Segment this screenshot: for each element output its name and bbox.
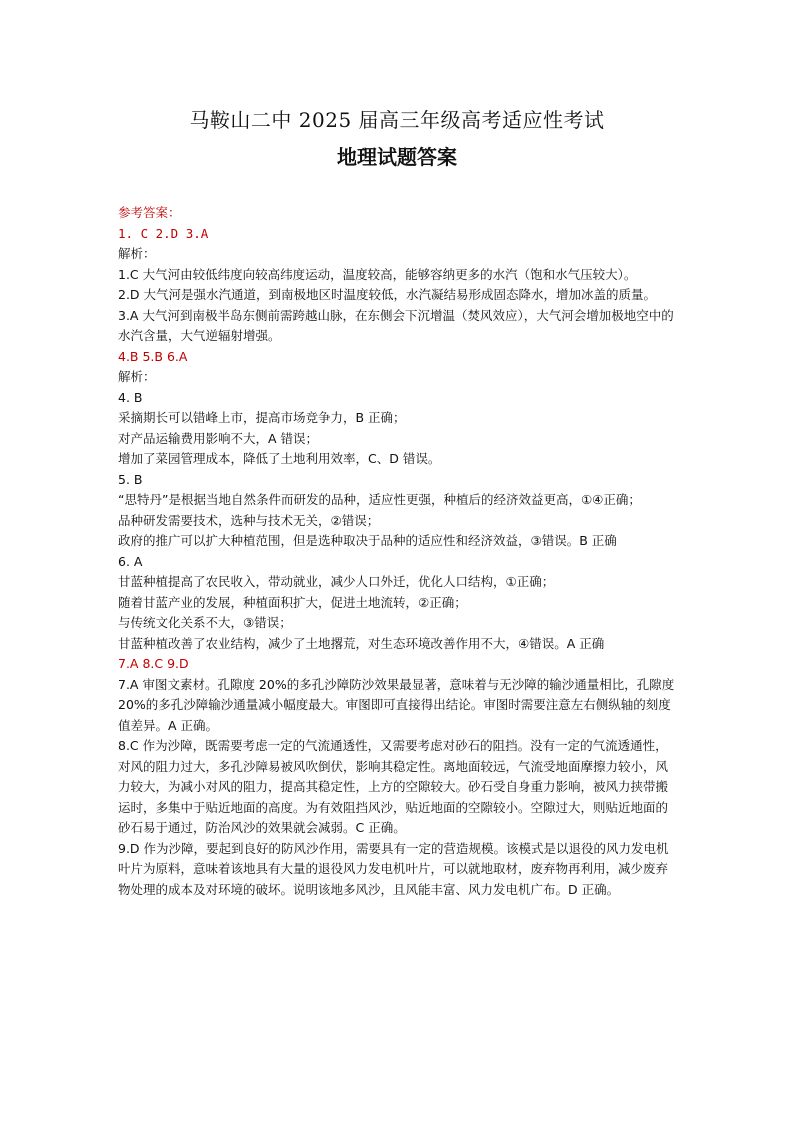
q6-line: 甘蓝种植提高了农民收入，带动就业，减少人口外迁，优化人口结构，①正确； <box>118 574 555 589</box>
answer-group-7-9: 7.A 8.C 9.D <box>118 656 189 671</box>
q4-line: 采摘期长可以错峰上市，提高市场竞争力，B 正确； <box>118 410 406 425</box>
explanation-q7: 7.A 审图文素材。孔隙度 20%的多孔沙障防沙效果最显著，意味着与无沙障的输沙通量相比，孔隙度 20%的多孔沙障输沙通量减小幅度最大。审图即可直接得出结论。审图时需要注意左右侧纵轴的刻度值差异。A 正确。 <box>118 676 675 733</box>
reference-answer-label: 参考答案： <box>118 205 181 220</box>
explanation-q3: 3.A 大气河到南极半岛东侧前需跨越山脉，在东侧会下沉增温（焚风效应），大气河会增加极地空中的水汽含量，大气逆辐射增强。 <box>118 307 674 343</box>
q6-line: 随着甘蓝产业的发展，种植面积扩大，促进土地流转，②正确； <box>118 594 467 610</box>
answer-group-4-6: 4.B 5.B 6.A <box>118 348 188 364</box>
analysis-label: 解析： <box>118 369 156 384</box>
q4-line: 增加了菜园管理成本，降低了土地利用效率，C、D 错误。 <box>118 451 441 466</box>
analysis-label: 解析： <box>118 246 156 261</box>
answer-group-1-3: 1. C 2.D 3.A <box>118 225 209 241</box>
explanation-q2: 2.D 大气河是强水汽通道，到南极地区时温度较低，水汽凝结易形成固态降水，增加冰盖的质量。 <box>118 287 657 302</box>
q6-answer: 6. A <box>118 553 143 569</box>
q5-answer: 5. B <box>118 471 143 487</box>
q6-line: 甘蓝种植改善了农业结构，减少了土地撂荒，对生态环境改善作用不大，④错误。A 正确 <box>118 635 605 651</box>
q5-line: 政府的推广可以扩大种植范围，但是选种取决于品种的适应性和经济效益，③错误。B 正确 <box>118 533 617 548</box>
explanation-q9: 9.D 作为沙障，要起到良好的防风沙作用，需要具有一定的营造规模。该模式是以退役的风力发电机叶片为原料，意味着该地具有大量的退役风力发电机叶片，可以就地取材，废弃物再利用，减少废弃物处理的成本及对环境的破坏。说明该地多风沙，且风能丰富、风力发电机广布。D 正确。 <box>118 840 669 897</box>
q4-answer: 4. B <box>118 389 143 405</box>
q5-line: “思特丹”是根据当地自然条件而研发的品种，适应性更强，种植后的经济效益更高，①④正确； <box>118 492 641 507</box>
q5-line: 品种研发需要技术，选种与技术无关，②错误； <box>118 512 380 528</box>
exam-title: 马鞍山二中 2025 届高三年级高考适应性考试 <box>189 108 605 132</box>
answer-subtitle: 地理试题答案 <box>337 145 457 169</box>
explanation-q8: 8.C 作为沙障，既需要考虑一定的气流通透性，又需要考虑对砂石的阻挡。没有一定的气流透通性，对风的阻力过大，多孔沙障易被风吹倒伏，影响其稳定性。离地面较远，气流受地面摩擦力较小，风力较大，为减小对风的阻力，提高其稳定性，上方的空隙较大。砂石受自身重力影响，被风力挟带搬运时，多集中于贴近地面的高度。为有效阻挡风沙，贴近地面的空隙较小。空隙过大，则贴近地面的砂石易于通过，防治风沙的效果就会减弱。C 正确。 <box>118 738 669 835</box>
explanation-q1: 1.C 大气河由较低纬度向较高纬度运动，温度较高，能够容纳更多的水汽（饱和水气压较大）。 <box>118 266 637 282</box>
answer-content <box>118 203 678 900</box>
q6-line: 与传统文化关系不大，③错误； <box>118 615 292 630</box>
q4-line: 对产品运输费用影响不大，A 错误； <box>118 430 319 446</box>
